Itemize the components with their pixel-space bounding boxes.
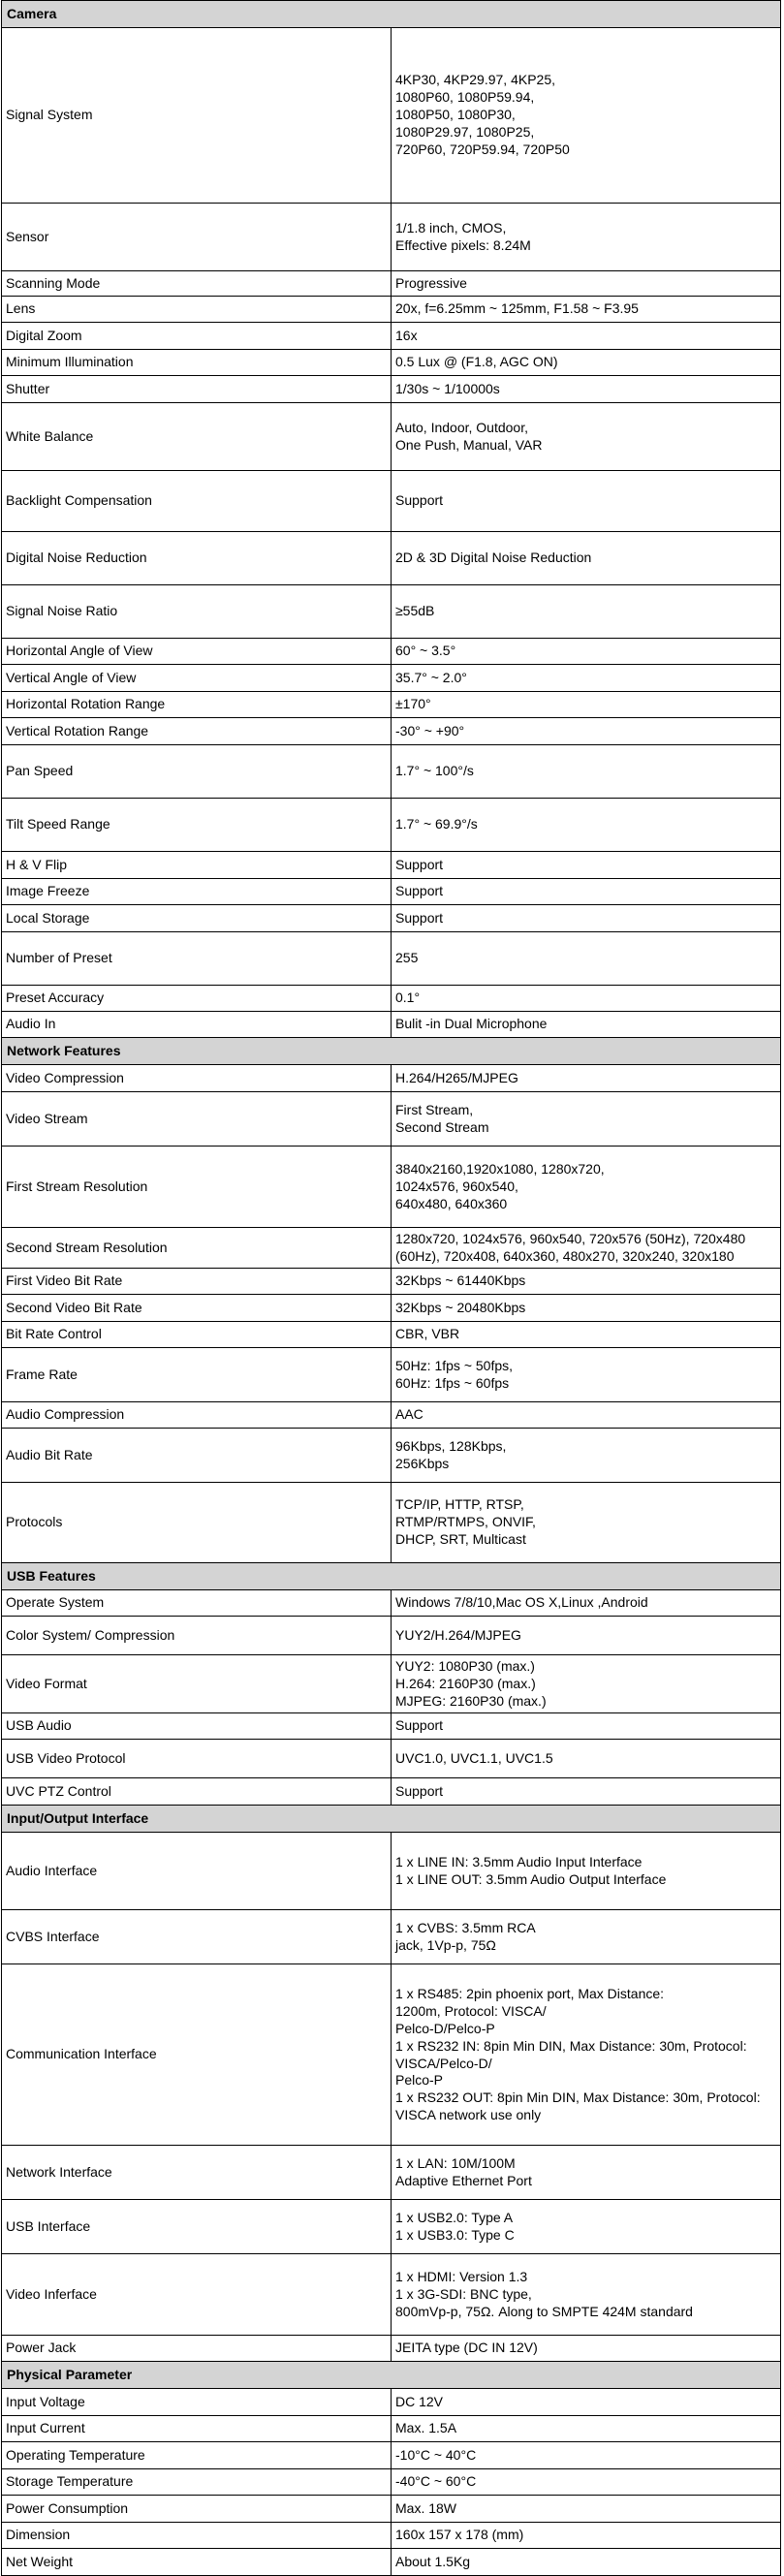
spec-label: UVC PTZ Control: [2, 1778, 392, 1806]
spec-value: [392, 879, 781, 905]
spec-row-scanning-mode: [2, 271, 781, 297]
spec-row-video-stream: [2, 1092, 781, 1147]
spec-row-audio-bit-rate: [2, 1429, 781, 1483]
spec-value: [392, 271, 781, 297]
spec-value: [392, 1713, 781, 1740]
spec-value-line: Pelco-P: [395, 2072, 444, 2088]
spec-label: Preset Accuracy: [2, 986, 392, 1012]
section-title: Network Features: [2, 1038, 781, 1065]
spec-row-protocols: [2, 1483, 781, 1563]
spec-label: Minimum Illumination: [2, 350, 392, 376]
spec-row-input-current: [2, 2416, 781, 2442]
spec-row-tilt-speed-range: [2, 799, 781, 852]
spec-row-power-jack: [2, 2336, 781, 2362]
section-header-usb-features: [2, 1563, 781, 1590]
spec-label: Bit Rate Control: [2, 1322, 392, 1348]
spec-value: [392, 932, 781, 986]
spec-value-line: 60Hz: 1fps ~ 60fps: [395, 1374, 510, 1391]
spec-value: [392, 2549, 781, 2576]
spec-value: [392, 471, 781, 532]
spec-label: Second Stream Resolution: [2, 1228, 392, 1269]
spec-value: [392, 204, 781, 271]
spec-value-line: 256Kbps: [395, 1455, 450, 1471]
spec-label: Backlight Compensation: [2, 471, 392, 532]
spec-value-line: 1 x 3G-SDI: BNC type,: [395, 2285, 532, 2302]
spec-label: Dimension: [2, 2523, 392, 2549]
spec-value: [392, 1483, 781, 1563]
spec-value-line: First Stream,: [395, 1101, 474, 1117]
spec-row-operating-temperature: [2, 2442, 781, 2469]
spec-value-line: 1.7° ~ 100°/s: [395, 763, 474, 778]
spec-label: Horizontal Rotation Range: [2, 692, 392, 718]
spec-value: [392, 1740, 781, 1778]
spec-value-line: H.264: 2160P30 (max.): [395, 1675, 536, 1691]
section-title: Physical Parameter: [2, 2362, 781, 2389]
spec-value: [392, 692, 781, 718]
spec-value: [392, 1147, 781, 1228]
spec-value-line: 60° ~ 3.5°: [395, 643, 456, 658]
spec-label: Video Compression: [2, 1065, 392, 1092]
spec-row-vertical-rotation-range: [2, 718, 781, 745]
spec-value-line: Max. 18W: [395, 2499, 457, 2516]
spec-value-line: 1 x LINE OUT: 3.5mm Audio Output Interface: [395, 1870, 667, 1887]
spec-value-line: 96Kbps, 128Kbps,: [395, 1437, 507, 1454]
spec-value: [392, 799, 781, 852]
spec-row-input-voltage: [2, 2389, 781, 2416]
spec-label: Video Inferface: [2, 2254, 392, 2336]
spec-value-line: DC 12V: [395, 2393, 444, 2409]
spec-value-line: 1 x LAN: 10M/100M: [395, 2154, 516, 2171]
spec-value-line: 20x, f=6.25mm ~ 125mm, F1.58 ~ F3.95: [395, 300, 639, 316]
spec-label: H & V Flip: [2, 852, 392, 879]
spec-value-line: Effective pixels: 8.24M: [395, 236, 531, 253]
spec-value-line: -30° ~ +90°: [395, 722, 465, 738]
spec-value: [392, 1655, 781, 1713]
spec-value: [392, 1590, 781, 1617]
spec-row-image-freeze: [2, 879, 781, 905]
spec-value-line: 255: [395, 950, 419, 965]
section-header-camera: [2, 1, 781, 28]
spec-row-pan-speed: [2, 745, 781, 799]
spec-label: Tilt Speed Range: [2, 799, 392, 852]
spec-row-local-storage: [2, 905, 781, 932]
spec-value-line: Support: [395, 1782, 444, 1799]
spec-label: Storage Temperature: [2, 2469, 392, 2496]
spec-row-preset-accuracy: [2, 986, 781, 1012]
spec-label: Network Interface: [2, 2146, 392, 2200]
spec-value: [392, 1322, 781, 1348]
spec-label: Digital Noise Reduction: [2, 532, 392, 585]
spec-row-uvc-ptz-control: [2, 1778, 781, 1806]
spec-value-line: Support: [395, 492, 444, 508]
spec-label: Input Current: [2, 2416, 392, 2442]
spec-value: [392, 745, 781, 799]
spec-value-line: 1080P60, 1080P59.94,: [395, 89, 535, 105]
spec-value: [392, 905, 781, 932]
spec-value-line: Pelco-D/Pelco-P: [395, 2021, 495, 2036]
spec-value: [392, 532, 781, 585]
spec-row-h-v-flip: [2, 852, 781, 879]
spec-label: USB Video Protocol: [2, 1740, 392, 1778]
spec-value-line: 1080P50, 1080P30,: [395, 107, 516, 122]
spec-row-shutter: [2, 376, 781, 403]
spec-label: Audio Interface: [2, 1833, 392, 1910]
spec-value-line: 32Kbps ~ 20480Kbps: [395, 1299, 526, 1315]
spec-value-line: 1200m, Protocol: VISCA/: [395, 2003, 547, 2019]
spec-value-line: Bulit -in Dual Microphone: [395, 1016, 548, 1031]
spec-value-line: 1 x RS485: 2pin phoenix port, Max Distance:: [395, 1986, 665, 2001]
spec-value-line: 32Kbps ~ 61440Kbps: [395, 1272, 526, 1288]
spec-label: Lens: [2, 297, 392, 323]
spec-value-line: -10°C ~ 40°C: [395, 2446, 477, 2463]
spec-value: [392, 1269, 781, 1295]
spec-label: First Video Bit Rate: [2, 1269, 392, 1295]
spec-label: First Stream Resolution: [2, 1147, 392, 1228]
spec-label: Shutter: [2, 376, 392, 403]
spec-label: White Balance: [2, 403, 392, 471]
spec-value-line: Auto, Indoor, Outdoor,: [395, 419, 528, 435]
spec-label: Audio Compression: [2, 1402, 392, 1429]
spec-value: [392, 1617, 781, 1655]
spec-value: [392, 718, 781, 745]
spec-value-line: AAC: [395, 1406, 423, 1422]
spec-row-audio-compression: [2, 1402, 781, 1429]
spec-label: Pan Speed: [2, 745, 392, 799]
spec-label: Horizontal Angle of View: [2, 639, 392, 665]
spec-row-vertical-angle-of-view: [2, 665, 781, 692]
spec-row-second-video-bit-rate: [2, 1295, 781, 1322]
spec-label: Vertical Angle of View: [2, 665, 392, 692]
spec-label: Sensor: [2, 204, 392, 271]
spec-value: [392, 2336, 781, 2362]
spec-value: [392, 1429, 781, 1483]
spec-value-line: Support: [395, 909, 444, 926]
spec-value-line: H.264/H265/MJPEG: [395, 1069, 518, 1085]
spec-value: [392, 2442, 781, 2469]
spec-value-line: JEITA type (DC IN 12V): [395, 2340, 538, 2355]
spec-label: Power Consumption: [2, 2496, 392, 2523]
spec-value-line: 1/30s ~ 1/10000s: [395, 380, 500, 396]
spec-value-line: 1 x USB3.0: Type C: [395, 2226, 515, 2243]
spec-value-line: ±170°: [395, 696, 431, 711]
spec-value-line: 160x 157 x 178 (mm): [395, 2527, 524, 2542]
spec-row-sensor: [2, 204, 781, 271]
spec-value-line: jack, 1Vp-p, 75Ω: [395, 1936, 496, 1953]
spec-value: [392, 2146, 781, 2200]
spec-row-backlight-compensation: [2, 471, 781, 532]
spec-value: [392, 639, 781, 665]
spec-value: [392, 1910, 781, 1964]
spec-label: Input Voltage: [2, 2389, 392, 2416]
spec-value: [392, 1348, 781, 1402]
spec-value-line: 1/1.8 inch, CMOS,: [395, 219, 507, 236]
spec-row-video-compression: [2, 1065, 781, 1092]
spec-row-bit-rate-control: [2, 1322, 781, 1348]
spec-row-operate-system: [2, 1590, 781, 1617]
spec-label: USB Audio: [2, 1713, 392, 1740]
spec-value-line: 1 x CVBS: 3.5mm RCA: [395, 1919, 536, 1935]
spec-row-white-balance: [2, 403, 781, 471]
spec-row-first-video-bit-rate: [2, 1269, 781, 1295]
spec-value-line: 2D & 3D Digital Noise Reduction: [395, 550, 592, 565]
spec-row-usb-audio: [2, 1713, 781, 1740]
spec-label: Power Jack: [2, 2336, 392, 2362]
spec-value: [392, 350, 781, 376]
spec-label: Signal Noise Ratio: [2, 585, 392, 639]
spec-row-second-stream-resolution: [2, 1228, 781, 1269]
spec-label: Communication Interface: [2, 1964, 392, 2146]
spec-value-line: 1 x HDMI: Version 1.3: [395, 2268, 528, 2284]
spec-label: Number of Preset: [2, 932, 392, 986]
spec-row-audio-in: [2, 1012, 781, 1038]
spec-value: [392, 1833, 781, 1910]
spec-row-horizontal-angle-of-view: [2, 639, 781, 665]
spec-row-audio-interface: [2, 1833, 781, 1910]
spec-value-line: UVC1.0, UVC1.1, UVC1.5: [395, 1749, 553, 1766]
spec-value-line: -40°C ~ 60°C: [395, 2473, 477, 2489]
spec-label: Video Stream: [2, 1092, 392, 1147]
spec-value-line: Support: [395, 856, 444, 872]
spec-value-line: YUY2: 1080P30 (max.): [395, 1657, 535, 1674]
spec-value: [392, 1012, 781, 1038]
spec-row-cvbs-interface: [2, 1910, 781, 1964]
section-title: USB Features: [2, 1563, 781, 1590]
spec-value-line: Second Stream: [395, 1118, 489, 1135]
spec-row-usb-video-protocol: [2, 1740, 781, 1778]
section-header-physical-parameter: [2, 2362, 781, 2389]
spec-label: Frame Rate: [2, 1348, 392, 1402]
spec-value-line: ≥55dB: [395, 603, 435, 618]
spec-row-video-format: [2, 1655, 781, 1713]
spec-label: CVBS Interface: [2, 1910, 392, 1964]
spec-value-line: Support: [395, 1717, 444, 1733]
spec-value-line: Progressive: [395, 274, 467, 291]
spec-value-line: 0.1°: [395, 990, 421, 1005]
spec-row-usb-interface: [2, 2200, 781, 2254]
spec-row-communication-interface: [2, 1964, 781, 2146]
spec-label: Operating Temperature: [2, 2442, 392, 2469]
spec-value-line: About 1.5Kg: [395, 2553, 471, 2569]
spec-row-video-inferface: [2, 2254, 781, 2336]
spec-value: [392, 2389, 781, 2416]
spec-label: Vertical Rotation Range: [2, 718, 392, 745]
spec-row-first-stream-resolution: [2, 1147, 781, 1228]
spec-value: [392, 297, 781, 323]
spec-value-line: Max. 1.5A: [395, 2420, 457, 2435]
spec-value: [392, 2523, 781, 2549]
spec-value: [392, 1778, 781, 1806]
spec-row-digital-zoom: [2, 323, 781, 350]
spec-label: Local Storage: [2, 905, 392, 932]
spec-row-horizontal-rotation-range: [2, 692, 781, 718]
spec-value: [392, 986, 781, 1012]
spec-label: Operate System: [2, 1590, 392, 1617]
spec-row-signal-noise-ratio: [2, 585, 781, 639]
spec-label: Video Format: [2, 1655, 392, 1713]
spec-value-line: 1 x USB2.0: Type A: [395, 2209, 514, 2225]
spec-row-frame-rate: [2, 1348, 781, 1402]
spec-row-net-weight: [2, 2549, 781, 2576]
spec-row-minimum-illumination: [2, 350, 781, 376]
spec-label: Scanning Mode: [2, 271, 392, 297]
spec-label: Audio In: [2, 1012, 392, 1038]
spec-label: Image Freeze: [2, 879, 392, 905]
spec-value: [392, 2469, 781, 2496]
spec-value-line: YUY2/H.264/MJPEG: [395, 1626, 521, 1643]
spec-label: Protocols: [2, 1483, 392, 1563]
spec-value: [392, 2496, 781, 2523]
spec-value: [392, 1964, 781, 2146]
spec-value: [392, 1295, 781, 1322]
section-header-input-output-interface: [2, 1806, 781, 1833]
spec-value-line: RTMP/RTMPS, ONVIF,: [395, 1514, 536, 1529]
spec-value-line: MJPEG: 2160P30 (max.): [395, 1692, 547, 1709]
spec-value: [392, 2416, 781, 2442]
spec-value-line: 50Hz: 1fps ~ 50fps,: [395, 1357, 514, 1373]
spec-label: Color System/ Compression: [2, 1617, 392, 1655]
spec-label: Second Video Bit Rate: [2, 1295, 392, 1322]
spec-value-line: 0.5 Lux @ (F1.8, AGC ON): [395, 354, 558, 369]
spec-value-line: 4KP30, 4KP29.97, 4KP25,: [395, 72, 556, 87]
spec-value-line: Windows 7/8/10,Mac OS X,Linux ,Android: [395, 1594, 648, 1610]
spec-value-line: 1 x LINE IN: 3.5mm Audio Input Interface: [395, 1853, 643, 1869]
spec-row-digital-noise-reduction: [2, 532, 781, 585]
spec-value-line: 640x480, 640x360: [395, 1195, 508, 1211]
spec-value-line: CBR, VBR: [395, 1326, 460, 1341]
spec-value: [392, 28, 781, 204]
spec-value-line: Adaptive Ethernet Port: [395, 2172, 532, 2188]
spec-value-line: 1 x RS232 OUT: 8pin Min DIN, Max Distance: 30m, Protocol: VISCA network use only: [395, 2089, 761, 2122]
spec-value-line: 1.7° ~ 69.9°/s: [395, 816, 478, 832]
spec-table: [1, 0, 781, 2576]
spec-value: [392, 585, 781, 639]
section-header-network-features: [2, 1038, 781, 1065]
spec-row-dimension: [2, 2523, 781, 2549]
spec-value-line: 1 x RS232 IN: 8pin Min DIN, Max Distance: 30m, Protocol: VISCA/Pelco-D/: [395, 2038, 747, 2071]
spec-label: Digital Zoom: [2, 323, 392, 350]
spec-value-line: 16x: [395, 327, 418, 343]
spec-value-line: 3840x2160,1920x1080, 1280x720,: [395, 1160, 605, 1177]
section-title: Input/Output Interface: [2, 1806, 781, 1833]
spec-label: Net Weight: [2, 2549, 392, 2576]
spec-value: [392, 1228, 781, 1269]
spec-label: Signal System: [2, 28, 392, 204]
spec-table-body: [2, 1, 781, 2576]
spec-value-line: DHCP, SRT, Multicast: [395, 1531, 526, 1547]
spec-row-signal-system: [2, 28, 781, 204]
spec-value: [392, 1092, 781, 1147]
spec-value-line: 720P60, 720P59.94, 720P50: [395, 141, 570, 157]
spec-value-line: TCP/IP, HTTP, RTSP,: [395, 1496, 524, 1512]
spec-row-lens: [2, 297, 781, 323]
spec-value: [392, 403, 781, 471]
spec-value: [392, 1065, 781, 1092]
spec-value-line: 35.7° ~ 2.0°: [395, 669, 467, 685]
section-title: Camera: [2, 1, 781, 28]
spec-value-line: One Push, Manual, VAR: [395, 436, 543, 453]
spec-row-network-interface: [2, 2146, 781, 2200]
spec-value-line: 1080P29.97, 1080P25,: [395, 124, 535, 140]
spec-row-color-system-compression: [2, 1617, 781, 1655]
spec-row-power-consumption: [2, 2496, 781, 2523]
spec-label: USB Interface: [2, 2200, 392, 2254]
spec-value: [392, 2254, 781, 2336]
spec-row-number-of-preset: [2, 932, 781, 986]
spec-value-line: 1024x576, 960x540,: [395, 1178, 518, 1194]
spec-value: [392, 376, 781, 403]
spec-value-line: Support: [395, 883, 444, 898]
spec-row-storage-temperature: [2, 2469, 781, 2496]
spec-value: [392, 852, 781, 879]
spec-value: [392, 323, 781, 350]
spec-value-line: 1280x720, 1024x576, 960x540, 720x576 (50Hz), 720x480 (60Hz), 720x408, 640x360, 480x270, 320x240, 320x180: [395, 1231, 746, 1264]
spec-value: [392, 1402, 781, 1429]
spec-value: [392, 2200, 781, 2254]
spec-label: Audio Bit Rate: [2, 1429, 392, 1483]
spec-value-line: 800mVp-p, 75Ω. Along to SMPTE 424M standard: [395, 2303, 693, 2319]
spec-value: [392, 665, 781, 692]
